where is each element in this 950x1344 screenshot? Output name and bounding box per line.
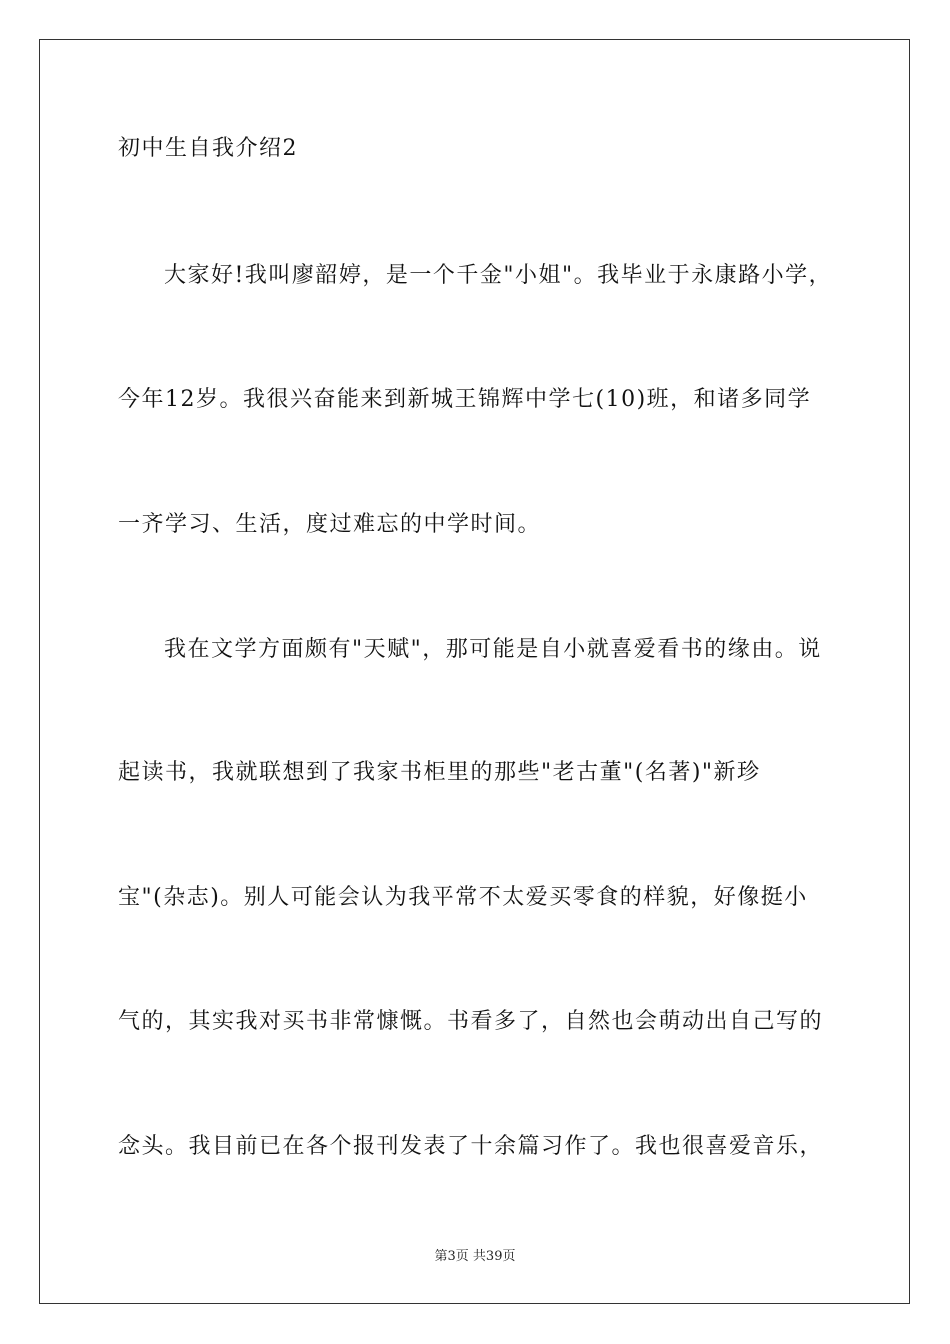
paragraph-line: 宝"(杂志)。别人可能会认为我平常不太爱买零食的样貌，好像挺小 [118, 885, 808, 910]
paragraph-line: 起读书，我就联想到了我家书柜里的那些"老古董"(名著)"新珍 [118, 760, 761, 785]
page-number-footer: 第3页 共39页 [434, 1249, 516, 1264]
paragraph-line: 今年12岁。我很兴奋能来到新城王锦辉中学七(10)班，和诸多同学 [118, 387, 812, 412]
paragraph-line: 我在文学方面颇有"天赋"，那可能是自小就喜爱看书的缘由。说 [164, 637, 822, 662]
paragraph-line: 大家好!我叫廖韶婷，是一个千金"小姐"。我毕业于永康路小学， [164, 263, 833, 288]
paragraph-line: 一齐学习、生活，度过难忘的中学时间。 [118, 512, 542, 537]
paragraph-line: 气的，其实我对买书非常慷慨。书看多了，自然也会萌动出自己写的 [118, 1009, 824, 1034]
page-border [39, 39, 910, 1304]
document-title: 初中生自我介绍2 [118, 136, 298, 161]
paragraph-line: 念头。我目前已在各个报刊发表了十余篇习作了。我也很喜爱音乐， [118, 1134, 824, 1159]
